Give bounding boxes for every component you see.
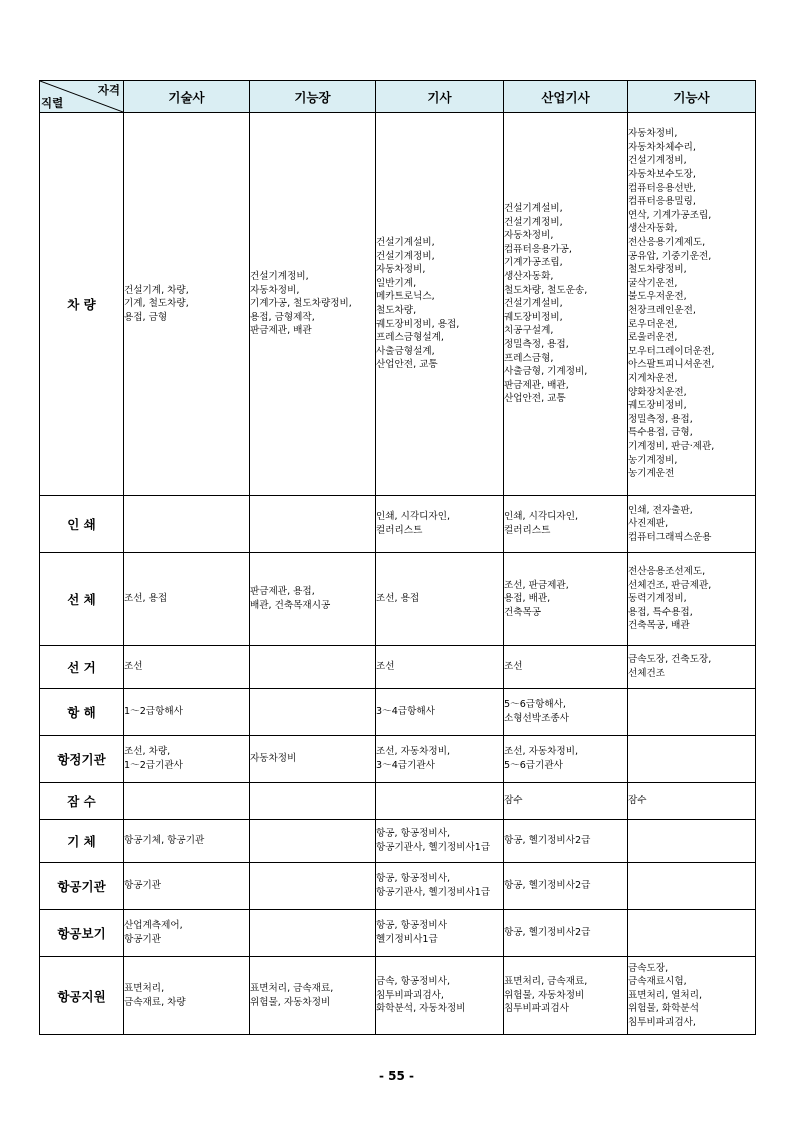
cell-line: 위험물, 자동차정비 bbox=[250, 996, 331, 1008]
cell-line: 판금제관, 배관 bbox=[250, 325, 312, 337]
table-row bbox=[40, 783, 756, 820]
cell-line: 철도차량, bbox=[376, 305, 417, 316]
table-cell bbox=[504, 689, 628, 736]
cell-line: 전산응용기계제도, bbox=[628, 237, 706, 249]
table-cell bbox=[628, 736, 756, 783]
cell-line: 자동차정비, bbox=[504, 230, 554, 242]
cell-line: 조선, 용접 bbox=[376, 593, 420, 605]
cell-line: 자동차정비, bbox=[376, 264, 426, 276]
cell-line: 항공, 항공정비사 bbox=[376, 920, 447, 932]
cell-line: 5～6급항해사, bbox=[504, 699, 566, 711]
cell-line: 항공기관 bbox=[124, 880, 162, 892]
cell-line: 조선, 판금제관, bbox=[504, 579, 569, 591]
cell-line: 아스팔트피니셔운전, bbox=[628, 359, 715, 371]
cell-line: 컴퓨터응용밀링, bbox=[628, 196, 696, 208]
cell-line: 선체건조, 판금제관, bbox=[628, 579, 712, 591]
corner-bottom-label: 직렬 bbox=[41, 96, 64, 110]
table-cell bbox=[376, 646, 504, 689]
cell-line: 불도우저운전, bbox=[628, 291, 687, 303]
column-header: 기능사 bbox=[628, 81, 756, 113]
table-cell bbox=[124, 736, 250, 783]
table-cell bbox=[124, 957, 250, 1035]
table-cell bbox=[124, 783, 250, 820]
cell-line: 잠수 bbox=[504, 795, 523, 807]
row-header: 인 쇄 bbox=[40, 496, 124, 553]
column-header: 산업기사 bbox=[504, 81, 628, 113]
row-header: 기 체 bbox=[40, 820, 124, 863]
table-cell bbox=[124, 820, 250, 863]
cell-line: 자동차정비, bbox=[250, 284, 300, 296]
table-cell bbox=[124, 553, 250, 646]
table-cell bbox=[376, 783, 504, 820]
table-cell bbox=[250, 689, 376, 736]
table-cell bbox=[504, 113, 628, 496]
cell-line: 자동차차체수리, bbox=[628, 141, 696, 153]
table-row bbox=[40, 496, 756, 553]
table-cell bbox=[504, 736, 628, 783]
cell-line: 판금제관, 배관, bbox=[504, 379, 569, 391]
cell-line: 산업계측제어, bbox=[124, 920, 183, 932]
table-cell bbox=[504, 820, 628, 863]
table-cell bbox=[628, 820, 756, 863]
cell-line: 항공기관사, 헬기정비사1급 bbox=[376, 842, 491, 853]
cell-line: 침투비파괴검사, bbox=[628, 1016, 696, 1028]
table-cell bbox=[250, 783, 376, 820]
table-row bbox=[40, 646, 756, 689]
table-cell bbox=[628, 783, 756, 820]
cell-line: 로울러운전, bbox=[628, 332, 678, 344]
cell-line: 건설기계정비, bbox=[250, 271, 309, 283]
column-header: 기술사 bbox=[124, 81, 250, 113]
row-header: 차 량 bbox=[40, 113, 124, 496]
cell-line: 1～2급기관사 bbox=[124, 760, 183, 771]
cell-line: 소형선박조종사 bbox=[504, 713, 569, 724]
table-cell bbox=[504, 783, 628, 820]
cell-line: 생산자동화, bbox=[628, 223, 678, 235]
table-cell bbox=[376, 863, 504, 910]
table-cell bbox=[504, 496, 628, 553]
table-row bbox=[40, 689, 756, 736]
cell-line: 농기계정비, bbox=[628, 454, 678, 466]
cell-line: 컬러리스트 bbox=[376, 525, 423, 536]
table-cell bbox=[250, 496, 376, 553]
table-cell bbox=[376, 820, 504, 863]
cell-line: 기계가공, 철도차량정비, bbox=[250, 298, 352, 310]
cell-line: 침투비파괴검사 bbox=[504, 1003, 569, 1015]
row-header: 잠 수 bbox=[40, 783, 124, 820]
table-cell bbox=[124, 113, 250, 496]
cell-line: 지게차운전, bbox=[628, 372, 678, 384]
page-number: - 55 - bbox=[378, 1069, 414, 1083]
cell-line: 조선, 자동차정비, bbox=[504, 746, 579, 758]
cell-line: 건설기계, 차량, bbox=[124, 284, 189, 296]
cell-line: 로우더운전, bbox=[628, 318, 678, 330]
cell-line: 표면처리, 금속재료, bbox=[504, 976, 588, 988]
cell-line: 궤도장비정비, bbox=[504, 311, 563, 323]
table-row bbox=[40, 957, 756, 1035]
table-cell bbox=[628, 496, 756, 553]
table-cell bbox=[250, 957, 376, 1035]
cell-line: 금속, 항공정비사, bbox=[376, 976, 451, 988]
table-cell bbox=[504, 646, 628, 689]
cell-line: 철도차량정비, bbox=[628, 264, 687, 276]
cell-line: 철도차량, 철도운송, bbox=[504, 284, 588, 296]
table-cell bbox=[376, 113, 504, 496]
cell-line: 건축목공 bbox=[504, 606, 542, 618]
cell-line: 자동차정비, bbox=[628, 128, 678, 140]
table-cell bbox=[628, 957, 756, 1035]
row-header: 선 거 bbox=[40, 646, 124, 689]
table-cell bbox=[628, 910, 756, 957]
cell-line: 프레스금형설계, bbox=[376, 332, 444, 344]
column-header: 기능장 bbox=[250, 81, 376, 113]
table-cell bbox=[628, 863, 756, 910]
cell-line: 위험물, 자동차정비 bbox=[504, 989, 585, 1001]
cell-line: 컬러리스트 bbox=[504, 525, 551, 536]
cell-line: 자동차보수도장, bbox=[628, 169, 696, 181]
row-header: 항공보기 bbox=[40, 910, 124, 957]
cell-line: 건설기계설비, bbox=[504, 298, 563, 310]
table-row bbox=[40, 553, 756, 646]
cell-line: 정밀측정, 용접, bbox=[628, 413, 693, 425]
cell-line: 용접, 금형제작, bbox=[250, 311, 315, 323]
qualification-table bbox=[39, 80, 756, 1035]
cell-line: 건설기계설비, bbox=[504, 203, 563, 215]
cell-line: 위험물, 화학분석 bbox=[628, 1003, 699, 1015]
table-row bbox=[40, 910, 756, 957]
cell-line: 5～6급기관사 bbox=[504, 760, 563, 771]
table-cell bbox=[124, 863, 250, 910]
cell-line: 건축목공, 배관 bbox=[628, 620, 690, 632]
cell-line: 3～4급항해사 bbox=[376, 706, 435, 718]
cell-line: 동력기계정비, bbox=[628, 593, 687, 605]
cell-line: 기계가공조립, bbox=[504, 257, 563, 269]
cell-line: 생산자동화, bbox=[504, 271, 554, 283]
cell-line: 사출금형설계, bbox=[376, 345, 435, 357]
row-header: 항공기관 bbox=[40, 863, 124, 910]
cell-line: 특수용접, 금형, bbox=[628, 427, 693, 439]
cell-line: 건설기계정비, bbox=[628, 155, 687, 167]
cell-line: 조선 bbox=[376, 661, 395, 673]
cell-line: 표면처리, 금속재료, bbox=[250, 982, 334, 994]
cell-line: 조선, 차량, bbox=[124, 746, 171, 758]
cell-line: 금속재료, 차량 bbox=[124, 996, 186, 1008]
table-cell bbox=[124, 496, 250, 553]
table-cell bbox=[504, 910, 628, 957]
cell-line: 컴퓨터응용선반, bbox=[628, 182, 696, 194]
cell-line: 판금제관, 용접, bbox=[250, 586, 315, 598]
cell-line: 배관, 건축목재시공 bbox=[250, 600, 331, 611]
cell-line: 용접, 금형 bbox=[124, 311, 168, 323]
cell-line: 기계, 철도차량, bbox=[124, 298, 189, 310]
cell-line: 궤도장비정비, bbox=[628, 400, 687, 412]
cell-line: 항공기체, 항공기관 bbox=[124, 835, 205, 847]
table-cell bbox=[376, 957, 504, 1035]
corner-diagonal bbox=[40, 81, 123, 112]
cell-line: 사진제판, bbox=[628, 518, 669, 530]
cell-line: 조선 bbox=[504, 661, 523, 673]
table-cell bbox=[124, 910, 250, 957]
cell-line: 자동차정비 bbox=[250, 753, 297, 765]
table-cell bbox=[250, 736, 376, 783]
cell-line: 조선, 용접 bbox=[124, 593, 168, 605]
cell-line: 양화장치운전, bbox=[628, 386, 687, 398]
table-row bbox=[40, 113, 756, 496]
cell-line: 조선 bbox=[124, 661, 143, 673]
cell-line: 사출금형, 기계정비, bbox=[504, 366, 588, 378]
table-cell bbox=[376, 553, 504, 646]
cell-line: 정밀측정, 용접, bbox=[504, 338, 569, 350]
column-header: 기사 bbox=[376, 81, 504, 113]
cell-line: 메카트로닉스, bbox=[376, 291, 435, 303]
cell-line: 컴퓨터그래픽스운용 bbox=[628, 531, 712, 543]
cell-line: 건설기계설비, bbox=[376, 237, 435, 249]
row-header: 항공지원 bbox=[40, 957, 124, 1035]
table-cell bbox=[628, 113, 756, 496]
cell-line: 항공, 헬기정비사2급 bbox=[504, 835, 591, 847]
cell-line: 농기계운전 bbox=[628, 468, 675, 480]
table-cell bbox=[250, 820, 376, 863]
corner-header-cell bbox=[40, 81, 124, 113]
table-cell bbox=[504, 863, 628, 910]
table-cell bbox=[250, 863, 376, 910]
cell-line: 컴퓨터응용가공, bbox=[504, 243, 572, 255]
table-cell bbox=[376, 910, 504, 957]
cell-line: 용접, 배관, bbox=[504, 593, 551, 605]
table-row bbox=[40, 863, 756, 910]
cell-line: 건설기계정비, bbox=[376, 250, 435, 262]
cell-line: 표면처리, bbox=[124, 982, 165, 994]
table-cell bbox=[628, 646, 756, 689]
table-cell bbox=[250, 910, 376, 957]
cell-line: 선체건조 bbox=[628, 668, 666, 679]
cell-line: 항공, 헬기정비사2급 bbox=[504, 927, 591, 939]
cell-line: 공유압, 기중기운전, bbox=[628, 250, 712, 262]
cell-line: 항공, 항공정비사, bbox=[376, 828, 451, 840]
cell-line: 건설기계정비, bbox=[504, 216, 563, 228]
table-cell bbox=[124, 689, 250, 736]
cell-line: 산업안전, 교통 bbox=[376, 359, 438, 371]
table-cell bbox=[376, 496, 504, 553]
cell-line: 침투비파괴검사, bbox=[376, 989, 444, 1001]
table-cell bbox=[504, 957, 628, 1035]
table-cell bbox=[250, 113, 376, 496]
table-cell bbox=[628, 689, 756, 736]
table-cell bbox=[124, 646, 250, 689]
cell-line: 항공, 헬기정비사2급 bbox=[504, 880, 591, 892]
cell-line: 굴삭기운전, bbox=[628, 277, 678, 289]
cell-line: 일반기계, bbox=[376, 277, 417, 289]
table-row bbox=[40, 820, 756, 863]
corner-top-label: 자격 bbox=[97, 83, 120, 97]
cell-line: 금속재료시험, bbox=[628, 976, 687, 988]
header-row bbox=[40, 81, 756, 113]
cell-line: 화학분석, 자동차정비 bbox=[376, 1003, 466, 1015]
cell-line: 인쇄, 전자출판, bbox=[628, 504, 693, 516]
cell-line: 표면처리, 열처리, bbox=[628, 989, 703, 1001]
cell-line: 인쇄, 시각디자인, bbox=[504, 511, 579, 523]
cell-line: 금속도장, bbox=[628, 962, 669, 974]
row-header: 선 체 bbox=[40, 553, 124, 646]
cell-line: 치공구설계, bbox=[504, 325, 554, 337]
row-header: 항정기관 bbox=[40, 736, 124, 783]
cell-line: 항공, 항공정비사, bbox=[376, 873, 451, 885]
cell-line: 연삭, 기계가공조립, bbox=[628, 209, 712, 221]
cell-line: 잠수 bbox=[628, 795, 647, 807]
table-cell bbox=[504, 553, 628, 646]
cell-line: 조선, 자동차정비, bbox=[376, 746, 451, 758]
cell-line: 전산응용조선제도, bbox=[628, 566, 706, 578]
table-cell bbox=[376, 736, 504, 783]
cell-line: 인쇄, 시각디자인, bbox=[376, 511, 451, 523]
cell-line: 용접, 특수용접, bbox=[628, 606, 693, 618]
cell-line: 항공기관 bbox=[124, 934, 162, 945]
cell-line: 금속도장, 건축도장, bbox=[628, 654, 712, 666]
cell-line: 1～2급항해사 bbox=[124, 706, 183, 718]
cell-line: 헬기정비사1급 bbox=[376, 934, 438, 945]
cell-line: 프레스금형, bbox=[504, 352, 554, 364]
cell-line: 천장크레인운전, bbox=[628, 305, 696, 316]
cell-line: 3～4급기관사 bbox=[376, 760, 435, 771]
cell-line: 모우터그레이더운전, bbox=[628, 345, 715, 357]
cell-line: 항공기관사, 헬기정비사1급 bbox=[376, 887, 491, 898]
cell-line: 기계정비, 판금·제관, bbox=[628, 440, 715, 452]
table-row bbox=[40, 736, 756, 783]
table-cell bbox=[250, 553, 376, 646]
table-cell bbox=[628, 553, 756, 646]
table-cell bbox=[250, 646, 376, 689]
row-header: 항 해 bbox=[40, 689, 124, 736]
cell-line: 궤도장비정비, 용접, bbox=[376, 318, 460, 330]
table-cell bbox=[376, 689, 504, 736]
cell-line: 산업안전, 교통 bbox=[504, 393, 566, 405]
